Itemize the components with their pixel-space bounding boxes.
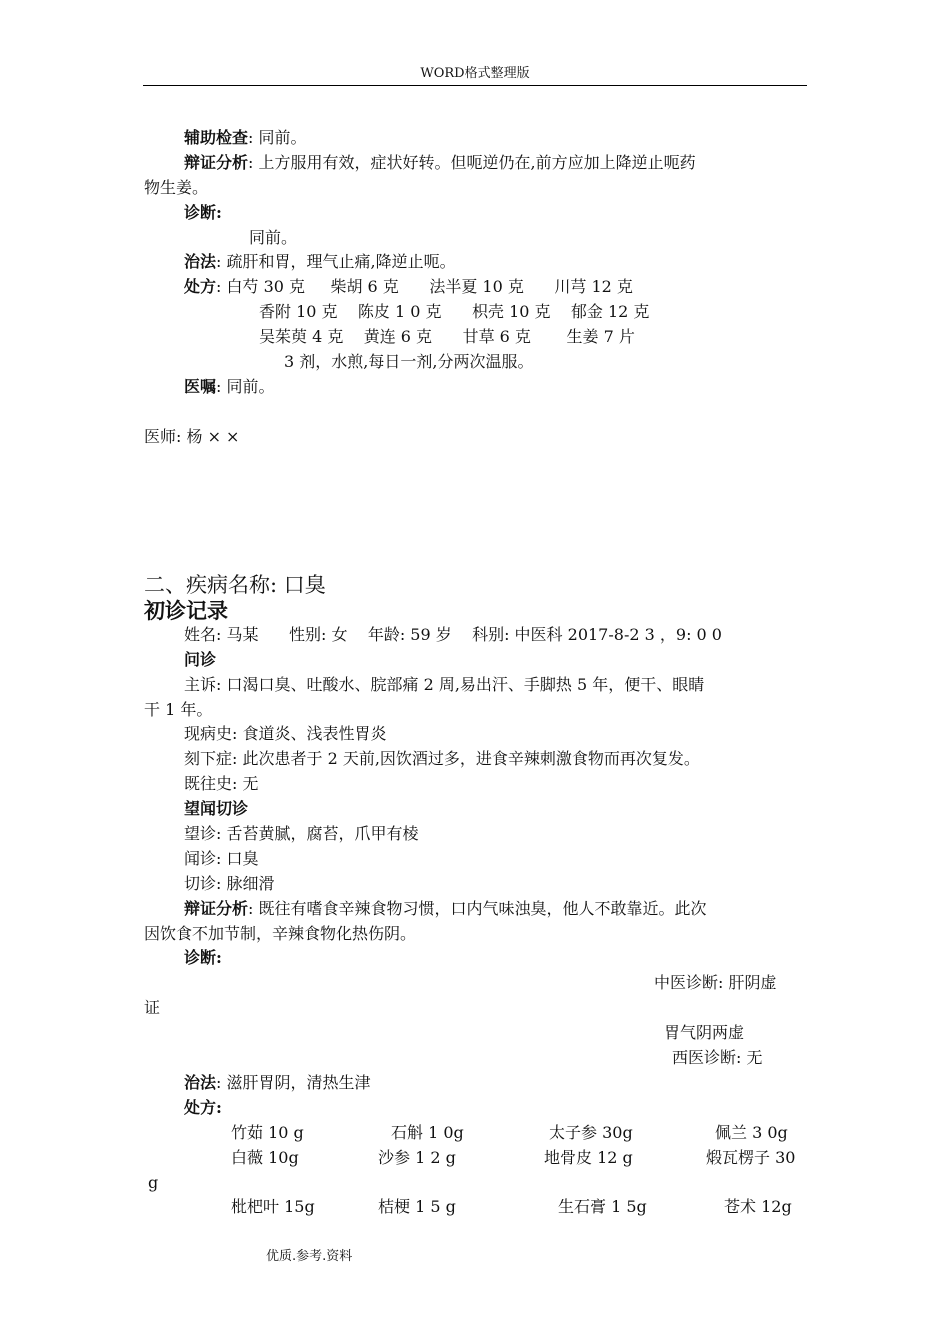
patient-info: 姓名: 马某 性别: 女 年龄: 59 岁 科别: 中医科 2017-8-2 3 ，9: 0 0: [184, 625, 722, 644]
herb-item: 白薇 10g: [231, 1148, 299, 1167]
analysis2-label: 辩证分析: [184, 899, 249, 918]
auscultation: 闻诊: 口臭: [184, 849, 259, 868]
western-diagnosis: 西医诊断: 无: [672, 1048, 763, 1067]
analysis-text-2: 物生姜。: [144, 178, 209, 197]
herb-item: 竹茹 10 g: [231, 1123, 304, 1142]
aux-exam-label: 辅助检查: [184, 128, 249, 147]
treatment-line: [184, 251, 456, 273]
past-history: 既往史: 无: [184, 774, 259, 793]
rx-line-3: 吴茱萸 4 克 黄连 6 克 甘草 6 克 生姜 7 片: [259, 327, 635, 346]
herb-item: 地骨皮 12 g: [544, 1148, 633, 1167]
palpation: 切诊: 脉细滑: [184, 874, 275, 893]
rx-line-2: 香附 10 克 陈皮 1 0 克 枳壳 10 克 郁金 12 克: [259, 302, 650, 321]
complaint-line-2: 干 1 年。: [144, 700, 213, 719]
herb-item: 太子参 30g: [549, 1123, 633, 1142]
herb-item: 沙参 1 2 g: [378, 1148, 456, 1167]
doctor-signature: 医师: 杨 × ×: [144, 427, 240, 446]
analysis-text-1: : 上方服用有效，症状好转。但呃逆仍在,前方应加上降逆止呃药: [248, 153, 696, 172]
herb-item: 生石膏 1 5g: [558, 1197, 647, 1216]
treatment2-label: 治法: [184, 1073, 217, 1092]
analysis2-line-1: [184, 898, 707, 920]
rx-line-4: 3 剂，水煎,每日一剂,分两次温服。: [284, 352, 534, 371]
treatment2-text: : 滋肝胃阴，清热生津: [216, 1073, 371, 1092]
tcm-diagnosis-3: 胃气阴两虚: [664, 1023, 745, 1042]
advice-text: : 同前。: [216, 377, 275, 396]
herb-item: 桔梗 1 5 g: [378, 1197, 456, 1216]
prescription-line-1: [184, 276, 633, 298]
diagnosis-text: 同前。: [249, 228, 298, 247]
treatment-label: 治法: [184, 252, 217, 271]
advice-line: [184, 376, 275, 398]
prescription-label: 处方: [184, 277, 217, 296]
complaint-line-1: 主诉: 口渴口臭、吐酸水、脘部痛 2 周,易出汗、手脚热 5 年，便干、眼睛: [184, 675, 705, 694]
page-footer: 优质.参考.资料: [266, 1249, 353, 1264]
advice-label: 医嘱: [184, 377, 217, 396]
tcm-diagnosis-2: 证: [144, 998, 161, 1017]
disease-title: 二、疾病名称: 口臭: [144, 573, 326, 597]
first-visit-title: 初诊记录: [144, 598, 228, 623]
diagnosis-label: 诊断:: [184, 203, 222, 222]
current-symptom: 刻下症: 此次患者于 2 天前,因饮酒过多，进食辛辣刺激食物而再次复发。: [184, 749, 700, 768]
herb-item: 枇杷叶 15g: [231, 1197, 315, 1216]
herb-item-wrap: g: [148, 1173, 159, 1192]
exam-label: 望闻切诊: [184, 799, 249, 818]
diagnosis2-label: 诊断:: [184, 948, 222, 967]
prescription2-label: 处方:: [184, 1098, 222, 1117]
herb-item: 苍术 12g: [724, 1197, 792, 1216]
herb-item: 石斛 1 0g: [391, 1123, 464, 1142]
inspection: 望诊: 舌苔黄腻，腐苔，爪甲有棱: [184, 824, 419, 843]
analysis-label: 辩证分析: [184, 153, 249, 172]
herb-item: 煅瓦楞子 30: [706, 1148, 796, 1167]
present-history: 现病史: 食道炎、浅表性胃炎: [184, 724, 387, 743]
treatment-text: : 疏肝和胃，理气止痛,降逆止呃。: [216, 252, 456, 271]
page-header: WORD格式整理版: [420, 66, 530, 81]
inquiry-label: 问诊: [184, 650, 217, 669]
rx-line-1: : 白芍 30 克 柴胡 6 克 法半夏 10 克 川芎 12 克: [216, 277, 633, 296]
tcm-diagnosis-1: 中医诊断: 肝阴虚: [654, 973, 777, 992]
treatment2-line: [184, 1072, 371, 1094]
analysis2-text-2: 因饮食不加节制，辛辣食物化热伤阴。: [144, 924, 417, 943]
aux-exam-text: : 同前。: [248, 128, 307, 147]
header-rule: [143, 85, 807, 86]
analysis2-text-1: : 既往有嗜食辛辣食物习惯，口内气味浊臭，他人不敢靠近。此次: [248, 899, 707, 918]
herb-item: 佩兰 3 0g: [715, 1123, 788, 1142]
aux-exam-line: [184, 127, 307, 149]
analysis-line-1: [184, 152, 696, 174]
